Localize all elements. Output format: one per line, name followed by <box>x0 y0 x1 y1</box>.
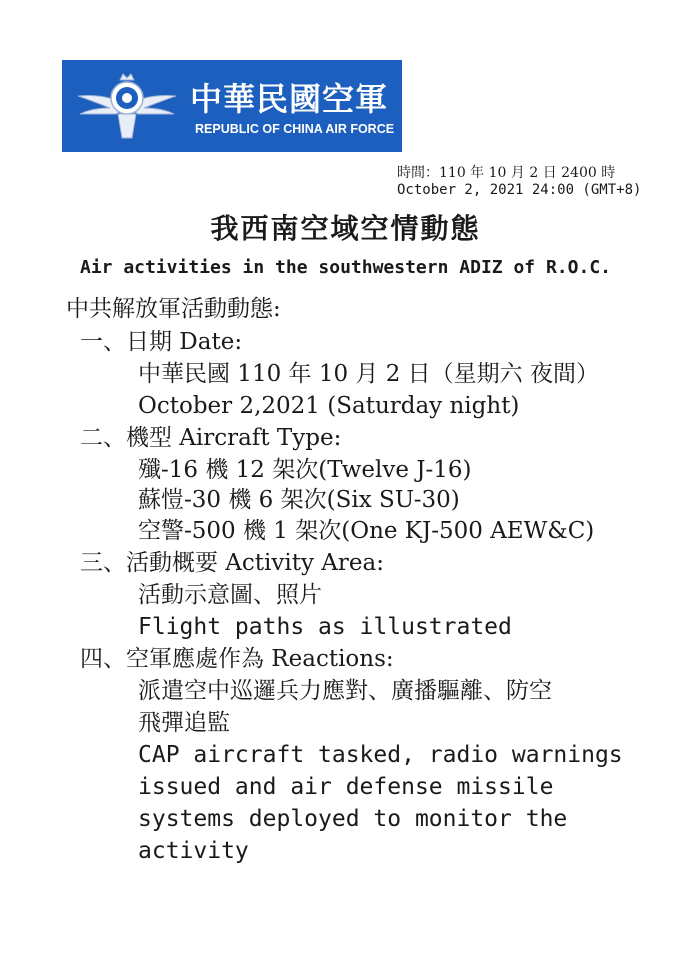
section-date-label: 一、日期 Date: <box>80 329 243 355</box>
air-force-emblem-icon <box>76 68 178 144</box>
org-name-en: REPUBLIC OF CHINA AIR FORCE <box>195 122 395 136</box>
report-heading: 中共解放軍活動動態: <box>66 296 281 322</box>
reactions-line-en-3: systems deployed to monitor the <box>138 806 568 832</box>
report-time-zh: 時間：110 年 10 月 2 日 2400 時 <box>397 165 616 181</box>
activity-line-zh: 活動示意圖、照片 <box>138 582 322 608</box>
date-line-en: October 2,2021 (Saturday night) <box>138 393 520 419</box>
section-activity-label: 三、活動概要 Activity Area: <box>80 550 384 576</box>
section-aircraft-label: 二、機型 Aircraft Type: <box>80 425 342 451</box>
page-title-en: Air activities in the southwestern ADIZ of R.O.C. <box>79 257 611 278</box>
aircraft-line-j16: 殲-16 機 12 架次(Twelve J-16) <box>138 457 472 483</box>
section-reactions-label: 四、空軍應處作為 Reactions: <box>80 646 394 672</box>
date-line-zh: 中華民國 110 年 10 月 2 日（星期六 夜間） <box>138 361 599 387</box>
aircraft-line-kj500: 空警-500 機 1 架次(One KJ-500 AEW&C) <box>138 518 595 544</box>
page-title-zh: 我西南空域空情動態 <box>210 212 481 245</box>
reactions-line-en-1: CAP aircraft tasked, radio warnings <box>138 742 623 768</box>
reactions-line-en-2: issued and air defense missile <box>138 774 554 800</box>
reactions-line-zh-2: 飛彈追監 <box>138 710 230 736</box>
org-name-zh: 中華民國空軍 <box>190 80 389 118</box>
report-time-en: October 2, 2021 24:00 (GMT+8) <box>397 182 642 198</box>
reactions-line-zh-1: 派遣空中巡邏兵力應對、廣播驅離、防空 <box>138 678 552 704</box>
roc-air-force-banner <box>62 60 402 152</box>
aircraft-line-su30: 蘇愷-30 機 6 架次(Six SU-30) <box>138 487 460 513</box>
activity-line-en: Flight paths as illustrated <box>138 614 512 640</box>
reactions-line-en-4: activity <box>138 838 249 864</box>
